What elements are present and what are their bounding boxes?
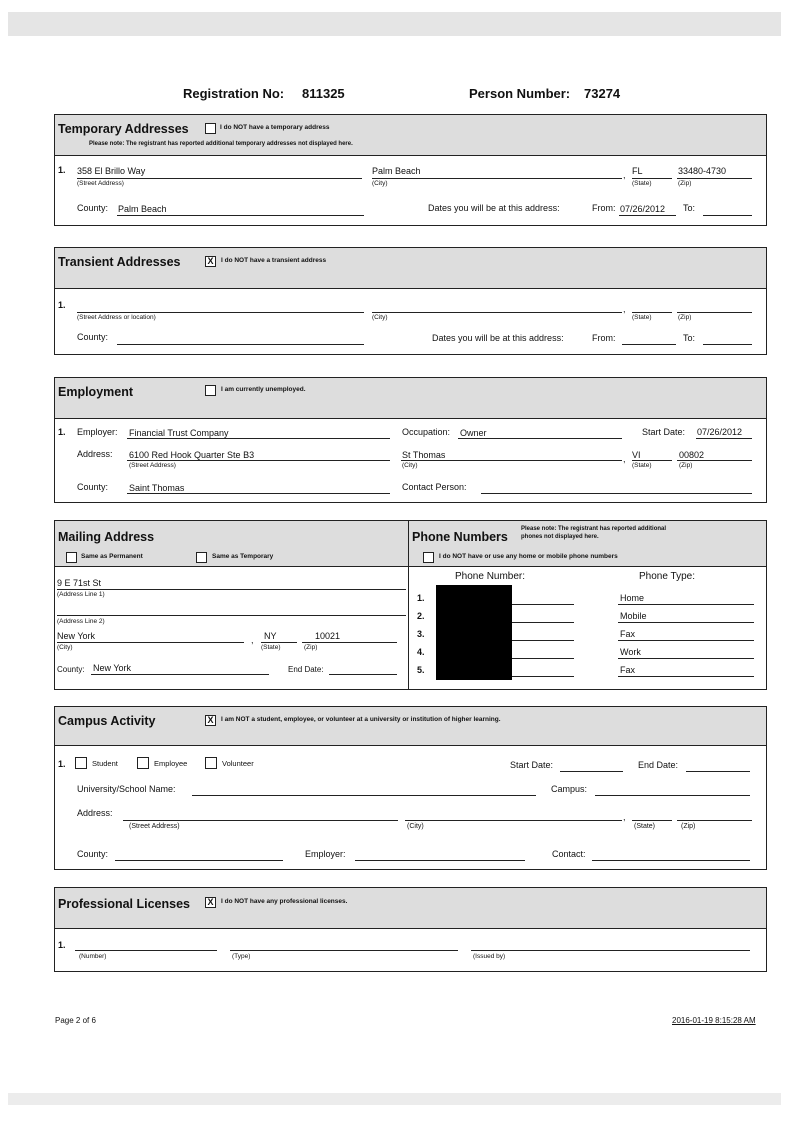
county-value: Palm Beach <box>118 204 167 214</box>
start-date-label: Start Date: <box>642 427 686 437</box>
section-header <box>55 115 766 156</box>
county-label: County: <box>77 332 109 342</box>
phone-note-line2: phones not displayed here. <box>521 534 599 540</box>
city-caption: (City) <box>372 314 388 321</box>
campus-activity-section <box>54 706 767 870</box>
person-number: 73274 <box>584 86 621 101</box>
state-caption: (State) <box>632 180 652 187</box>
print-timestamp: 2016-01-19 8:15:28 AM <box>672 1016 756 1025</box>
section-header <box>55 378 766 419</box>
to-label: To: <box>683 203 696 213</box>
section-title: Employment <box>58 385 134 399</box>
state-caption: (State) <box>632 314 652 321</box>
checkbox-label: I am NOT a student, employee, or volunteer at a university or institution of higher learning. <box>221 716 501 723</box>
state-caption: (State) <box>632 462 652 469</box>
county-label: County: <box>77 482 109 492</box>
section-title: Campus Activity <box>58 714 156 728</box>
same-as-temporary-label: Same as Temporary <box>212 553 274 560</box>
same-as-permanent-label: Same as Permanent <box>81 553 143 560</box>
comma: , <box>623 170 626 180</box>
phone-row-number: 3. <box>417 629 425 639</box>
no-licenses-checkbox[interactable]: X <box>205 897 216 908</box>
dates-label: Dates you will be at this address: <box>432 333 564 343</box>
phone-type-header: Phone Type: <box>639 571 695 582</box>
type-caption: (Type) <box>232 953 251 960</box>
scan-top-band <box>8 12 781 36</box>
phone-row-number: 1. <box>417 593 425 603</box>
registration-number: 811325 <box>302 86 345 101</box>
section-header <box>55 707 766 746</box>
no-phone-label: I do NOT have or use any home or mobile phone numbers <box>439 553 618 560</box>
campus-label: Campus: <box>551 784 588 794</box>
section-header <box>55 888 766 929</box>
city-value: St Thomas <box>402 450 446 460</box>
mailing-phone-section <box>54 520 767 690</box>
address-line1-value: 9 E 71st St <box>57 578 102 588</box>
city-value: Palm Beach <box>372 166 421 176</box>
state-value: NY <box>264 631 277 641</box>
temporary-addresses-section <box>54 114 767 226</box>
street-caption: (Street Address) <box>129 462 176 469</box>
mailing-title: Mailing Address <box>58 530 155 544</box>
phone-type-value: Fax <box>620 629 636 639</box>
phone-row-number: 4. <box>417 647 425 657</box>
phone-title: Phone Numbers <box>412 530 508 544</box>
street-value: 6100 Red Hook Quarter Ste B3 <box>129 450 255 460</box>
city-caption: (City) <box>57 644 73 651</box>
zip-caption: (Zip) <box>304 644 318 651</box>
transient-addresses-section <box>54 247 767 355</box>
state-caption: (State) <box>261 644 281 651</box>
professional-licenses-section <box>54 887 767 972</box>
checkbox-label: I do NOT have a temporary address <box>220 124 330 131</box>
phone-type-value: Home <box>620 593 645 603</box>
address-line2-caption: (Address Line 2) <box>57 618 105 625</box>
item-number: 1. <box>58 940 66 950</box>
employment-section <box>54 377 767 503</box>
start-date-label: Start Date: <box>510 760 554 770</box>
same-as-permanent-checkbox[interactable] <box>66 552 77 563</box>
street-value: 358 El Brillo Way <box>77 166 146 176</box>
item-number: 1. <box>58 759 66 769</box>
unemployed-checkbox[interactable] <box>205 385 216 396</box>
school-name-label: University/School Name: <box>77 784 176 794</box>
street-caption: (Street Address) <box>77 180 124 187</box>
note-text: Please note: The registrant has reported additional temporary addresses not displayed here. <box>89 141 353 147</box>
city-caption: (City) <box>402 462 418 469</box>
phone-type-value: Work <box>620 647 641 657</box>
section-header <box>55 248 766 289</box>
contact-person-label: Contact Person: <box>402 482 467 492</box>
checkbox-label: I do NOT have a transient address <box>221 257 327 264</box>
page-number: Page 2 of 6 <box>55 1016 96 1025</box>
end-date-label: End Date: <box>288 665 324 674</box>
from-label: From: <box>592 203 616 213</box>
employer-value: Financial Trust Company <box>129 428 229 438</box>
registration-label: Registration No: <box>183 86 285 101</box>
state-value: VI <box>632 450 641 460</box>
employee-label: Employee <box>154 759 188 768</box>
county-value: Saint Thomas <box>129 483 185 493</box>
scan-bottom-band <box>8 1093 781 1105</box>
state-caption: (State) <box>634 823 656 830</box>
contact-label: Contact: <box>552 849 586 859</box>
state-value: FL <box>632 166 643 176</box>
zip-caption: (Zip) <box>679 462 693 469</box>
phone-type-value: Fax <box>620 665 636 675</box>
occupation-value: Owner <box>460 428 487 438</box>
zip-value: 33480-4730 <box>678 166 727 176</box>
section-title: Professional Licenses <box>58 897 191 911</box>
address-label: Address: <box>77 449 113 459</box>
from-label: From: <box>592 333 616 343</box>
phone-note-line1: Please note: The registrant has reported additional <box>521 526 667 532</box>
phone-type-value: Mobile <box>620 611 647 621</box>
address-line1-caption: (Address Line 1) <box>57 591 105 598</box>
item-number: 1. <box>58 165 66 175</box>
comma: , <box>623 304 626 314</box>
zip-caption: (Zip) <box>681 823 696 830</box>
city-caption: (City) <box>407 823 424 830</box>
street-caption: (Street Address) <box>129 823 180 830</box>
person-number-label: Person Number: <box>469 86 571 101</box>
student-checkbox[interactable] <box>75 757 87 769</box>
to-label: To: <box>683 333 696 343</box>
employer-label: Employer: <box>305 849 346 859</box>
street-caption: (Street Address or location) <box>77 314 156 321</box>
county-label: County: <box>77 849 109 859</box>
number-caption: (Number) <box>79 953 107 960</box>
redacted-phone-numbers <box>436 585 512 680</box>
section-title: Transient Addresses <box>58 255 181 269</box>
phone-row-number: 2. <box>417 611 425 621</box>
phone-row-number: 5. <box>417 665 425 675</box>
not-campus-checkbox[interactable]: X <box>205 715 216 726</box>
comma: , <box>623 454 626 464</box>
volunteer-checkbox[interactable] <box>205 757 217 769</box>
same-as-temporary-checkbox[interactable] <box>196 552 207 563</box>
checkbox-label: I am currently unemployed. <box>221 386 306 393</box>
start-date-value: 07/26/2012 <box>697 427 743 437</box>
no-phone-checkbox[interactable] <box>423 552 434 563</box>
comma: , <box>623 812 626 822</box>
checkbox-label: I do NOT have any professional licenses. <box>221 898 348 905</box>
zip-value: 00802 <box>679 450 705 460</box>
item-number: 1. <box>58 427 66 437</box>
city-value: New York <box>57 631 96 641</box>
county-value: New York <box>93 663 132 673</box>
student-label: Student <box>92 759 118 768</box>
county-label: County: <box>77 203 109 213</box>
dates-label: Dates you will be at this address: <box>428 203 560 213</box>
zip-caption: (Zip) <box>678 314 692 321</box>
address-label: Address: <box>77 808 113 818</box>
phone-number-header: Phone Number: <box>455 571 526 582</box>
from-value: 07/26/2012 <box>620 204 666 214</box>
no-temporary-checkbox[interactable] <box>205 123 216 134</box>
volunteer-label: Volunteer <box>222 759 254 768</box>
issued-by-caption: (Issued by) <box>473 953 506 960</box>
item-number: 1. <box>58 300 66 310</box>
county-label: County: <box>57 665 85 674</box>
no-transient-checkbox[interactable]: X <box>205 256 216 267</box>
zip-caption: (Zip) <box>678 180 692 187</box>
comma: , <box>251 635 254 645</box>
city-caption: (City) <box>372 180 388 187</box>
employer-label: Employer: <box>77 427 118 437</box>
section-title: Temporary Addresses <box>58 122 189 136</box>
occupation-label: Occupation: <box>402 427 451 437</box>
end-date-label: End Date: <box>638 760 679 770</box>
zip-value: 10021 <box>315 631 341 641</box>
employee-checkbox[interactable] <box>137 757 149 769</box>
